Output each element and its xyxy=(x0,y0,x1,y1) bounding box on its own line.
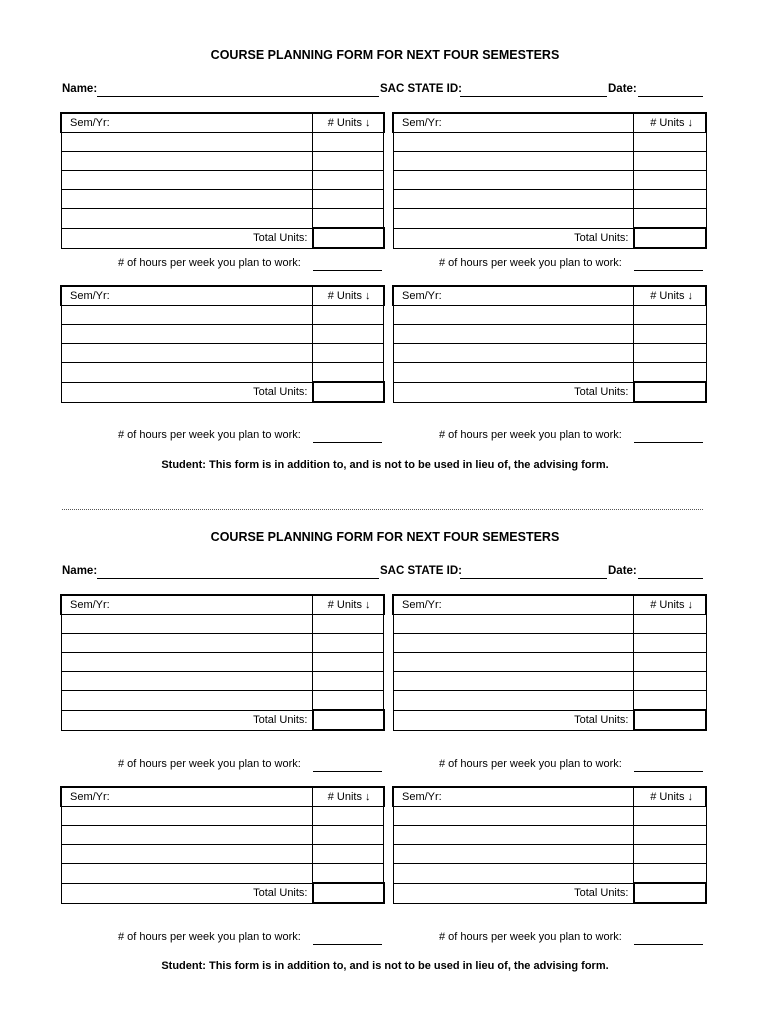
form-header-fields xyxy=(62,83,703,101)
hours-field[interactable] xyxy=(313,771,382,772)
hours-row xyxy=(118,758,382,770)
id-label: SAC STATE ID: xyxy=(380,565,462,577)
hours-label: # of hours per week you plan to work: xyxy=(118,758,301,770)
course-cell[interactable] xyxy=(393,209,634,229)
name-field[interactable] xyxy=(97,578,379,579)
units-cell[interactable] xyxy=(313,672,384,691)
course-cell[interactable] xyxy=(393,634,634,653)
course-cell[interactable] xyxy=(61,363,313,383)
total-label: Total Units: xyxy=(61,228,313,248)
sem-label: Sem/Yr: xyxy=(61,286,313,306)
units-cell[interactable] xyxy=(634,325,707,344)
course-cell[interactable] xyxy=(61,826,313,845)
units-cell[interactable] xyxy=(313,363,384,383)
course-cell[interactable] xyxy=(393,653,634,672)
hours-label: # of hours per week you plan to work: xyxy=(439,758,622,770)
total-units-cell[interactable] xyxy=(313,382,384,402)
hours-label: # of hours per week you plan to work: xyxy=(439,931,622,943)
semester-table xyxy=(392,786,707,904)
units-label: # Units ↓ xyxy=(313,595,384,615)
units-cell[interactable] xyxy=(634,807,707,826)
course-cell[interactable] xyxy=(393,807,634,826)
total-units-cell[interactable] xyxy=(634,710,707,730)
form-title: COURSE PLANNING FORM FOR NEXT FOUR SEMESTERS xyxy=(210,48,560,62)
units-cell[interactable] xyxy=(634,864,707,884)
units-cell[interactable] xyxy=(313,691,384,711)
hours-label: # of hours per week you plan to work: xyxy=(439,429,622,441)
hours-label: # of hours per week you plan to work: xyxy=(118,257,301,269)
units-cell[interactable] xyxy=(313,325,384,344)
course-cell[interactable] xyxy=(61,325,313,344)
sem-label: Sem/Yr: xyxy=(393,595,634,615)
total-label: Total Units: xyxy=(393,228,634,248)
sem-label: Sem/Yr: xyxy=(61,787,313,807)
form-title: COURSE PLANNING FORM FOR NEXT FOUR SEMESTERS xyxy=(210,530,560,544)
units-cell[interactable] xyxy=(634,653,707,672)
units-cell[interactable] xyxy=(634,672,707,691)
hours-field[interactable] xyxy=(634,944,703,945)
total-units-cell[interactable] xyxy=(313,228,384,248)
total-label: Total Units: xyxy=(61,710,313,730)
hours-row xyxy=(118,931,382,943)
hours-row xyxy=(118,257,382,269)
total-units-cell[interactable] xyxy=(634,228,707,248)
course-cell[interactable] xyxy=(393,152,634,171)
course-cell[interactable] xyxy=(61,807,313,826)
total-units-cell[interactable] xyxy=(313,710,384,730)
total-units-cell[interactable] xyxy=(634,382,707,402)
units-label: # Units ↓ xyxy=(313,787,384,807)
name-field[interactable] xyxy=(97,96,379,97)
hours-row xyxy=(118,429,382,441)
hours-row xyxy=(439,758,703,770)
units-cell[interactable] xyxy=(634,133,707,152)
course-cell[interactable] xyxy=(61,845,313,864)
total-label: Total Units: xyxy=(393,382,634,402)
units-cell[interactable] xyxy=(313,152,384,171)
units-cell[interactable] xyxy=(313,864,384,884)
hours-field[interactable] xyxy=(634,771,703,772)
units-cell[interactable] xyxy=(313,209,384,229)
units-cell[interactable] xyxy=(313,171,384,190)
total-units-cell[interactable] xyxy=(634,883,707,903)
units-cell[interactable] xyxy=(313,344,384,363)
cut-divider xyxy=(62,509,703,510)
total-label: Total Units: xyxy=(61,382,313,402)
units-cell[interactable] xyxy=(313,634,384,653)
course-cell[interactable] xyxy=(61,152,313,171)
name-label: Name: xyxy=(62,565,98,577)
course-cell[interactable] xyxy=(393,845,634,864)
units-cell[interactable] xyxy=(634,826,707,845)
units-label: # Units ↓ xyxy=(634,286,707,306)
course-cell[interactable] xyxy=(393,864,634,884)
units-cell[interactable] xyxy=(313,826,384,845)
course-cell[interactable] xyxy=(61,653,313,672)
units-cell[interactable] xyxy=(634,363,707,383)
total-units-cell[interactable] xyxy=(313,883,384,903)
course-cell[interactable] xyxy=(393,672,634,691)
units-cell[interactable] xyxy=(634,615,707,634)
advising-note: Student: This form is in addition to, and is not to be used in lieu of, the advising form. xyxy=(161,459,609,471)
course-cell[interactable] xyxy=(61,171,313,190)
units-cell[interactable] xyxy=(313,306,384,325)
units-label: # Units ↓ xyxy=(313,286,384,306)
units-cell[interactable] xyxy=(634,691,707,711)
units-cell[interactable] xyxy=(313,845,384,864)
id-label: SAC STATE ID: xyxy=(380,83,462,95)
units-cell[interactable] xyxy=(313,133,384,152)
units-cell[interactable] xyxy=(634,634,707,653)
total-label: Total Units: xyxy=(393,883,634,903)
course-cell[interactable] xyxy=(393,133,634,152)
units-cell[interactable] xyxy=(634,845,707,864)
hours-field[interactable] xyxy=(634,270,703,271)
course-cell[interactable] xyxy=(393,190,634,209)
semester-table xyxy=(392,285,707,403)
id-field[interactable] xyxy=(460,96,607,97)
course-cell[interactable] xyxy=(393,306,634,325)
date-label: Date: xyxy=(608,565,637,577)
name-label: Name: xyxy=(62,83,98,95)
course-cell[interactable] xyxy=(393,691,634,711)
semester-table xyxy=(60,594,385,731)
course-cell[interactable] xyxy=(61,691,313,711)
hours-label: # of hours per week you plan to work: xyxy=(118,429,301,441)
units-cell[interactable] xyxy=(634,152,707,171)
sem-label: Sem/Yr: xyxy=(393,286,634,306)
units-label: # Units ↓ xyxy=(634,113,707,133)
hours-field[interactable] xyxy=(313,442,382,443)
units-cell[interactable] xyxy=(313,653,384,672)
course-cell[interactable] xyxy=(393,344,634,363)
sem-label: Sem/Yr: xyxy=(61,113,313,133)
sem-label: Sem/Yr: xyxy=(61,595,313,615)
hours-label: # of hours per week you plan to work: xyxy=(439,257,622,269)
units-cell[interactable] xyxy=(313,190,384,209)
semester-table xyxy=(392,594,707,731)
form-header-fields xyxy=(62,565,703,583)
units-cell[interactable] xyxy=(634,209,707,229)
course-cell[interactable] xyxy=(61,209,313,229)
course-cell[interactable] xyxy=(61,133,313,152)
sem-label: Sem/Yr: xyxy=(393,113,634,133)
id-field[interactable] xyxy=(460,578,607,579)
course-cell[interactable] xyxy=(61,634,313,653)
course-cell[interactable] xyxy=(61,344,313,363)
hours-field[interactable] xyxy=(313,270,382,271)
course-cell[interactable] xyxy=(393,171,634,190)
units-cell[interactable] xyxy=(313,807,384,826)
course-cell[interactable] xyxy=(393,363,634,383)
units-label: # Units ↓ xyxy=(634,787,707,807)
units-cell[interactable] xyxy=(313,615,384,634)
units-cell[interactable] xyxy=(634,344,707,363)
course-cell[interactable] xyxy=(393,826,634,845)
course-cell[interactable] xyxy=(61,306,313,325)
hours-row xyxy=(439,257,703,269)
advising-note: Student: This form is in addition to, and is not to be used in lieu of, the advising form. xyxy=(161,960,609,972)
total-label: Total Units: xyxy=(61,883,313,903)
hours-field[interactable] xyxy=(313,944,382,945)
date-field[interactable] xyxy=(638,578,703,579)
units-label: # Units ↓ xyxy=(313,113,384,133)
units-label: # Units ↓ xyxy=(634,595,707,615)
date-label: Date: xyxy=(608,83,637,95)
course-cell[interactable] xyxy=(61,615,313,634)
sem-label: Sem/Yr: xyxy=(393,787,634,807)
units-cell[interactable] xyxy=(634,190,707,209)
units-cell[interactable] xyxy=(634,306,707,325)
course-cell[interactable] xyxy=(61,190,313,209)
course-cell[interactable] xyxy=(61,864,313,884)
date-field[interactable] xyxy=(638,96,703,97)
semester-table xyxy=(60,285,385,403)
total-label: Total Units: xyxy=(393,710,634,730)
semester-table xyxy=(60,112,385,249)
course-cell[interactable] xyxy=(393,325,634,344)
course-cell[interactable] xyxy=(393,615,634,634)
hours-row xyxy=(439,429,703,441)
semester-table xyxy=(60,786,385,904)
course-cell[interactable] xyxy=(61,672,313,691)
hours-label: # of hours per week you plan to work: xyxy=(118,931,301,943)
hours-field[interactable] xyxy=(634,442,703,443)
hours-row xyxy=(439,931,703,943)
semester-table xyxy=(392,112,707,249)
units-cell[interactable] xyxy=(634,171,707,190)
